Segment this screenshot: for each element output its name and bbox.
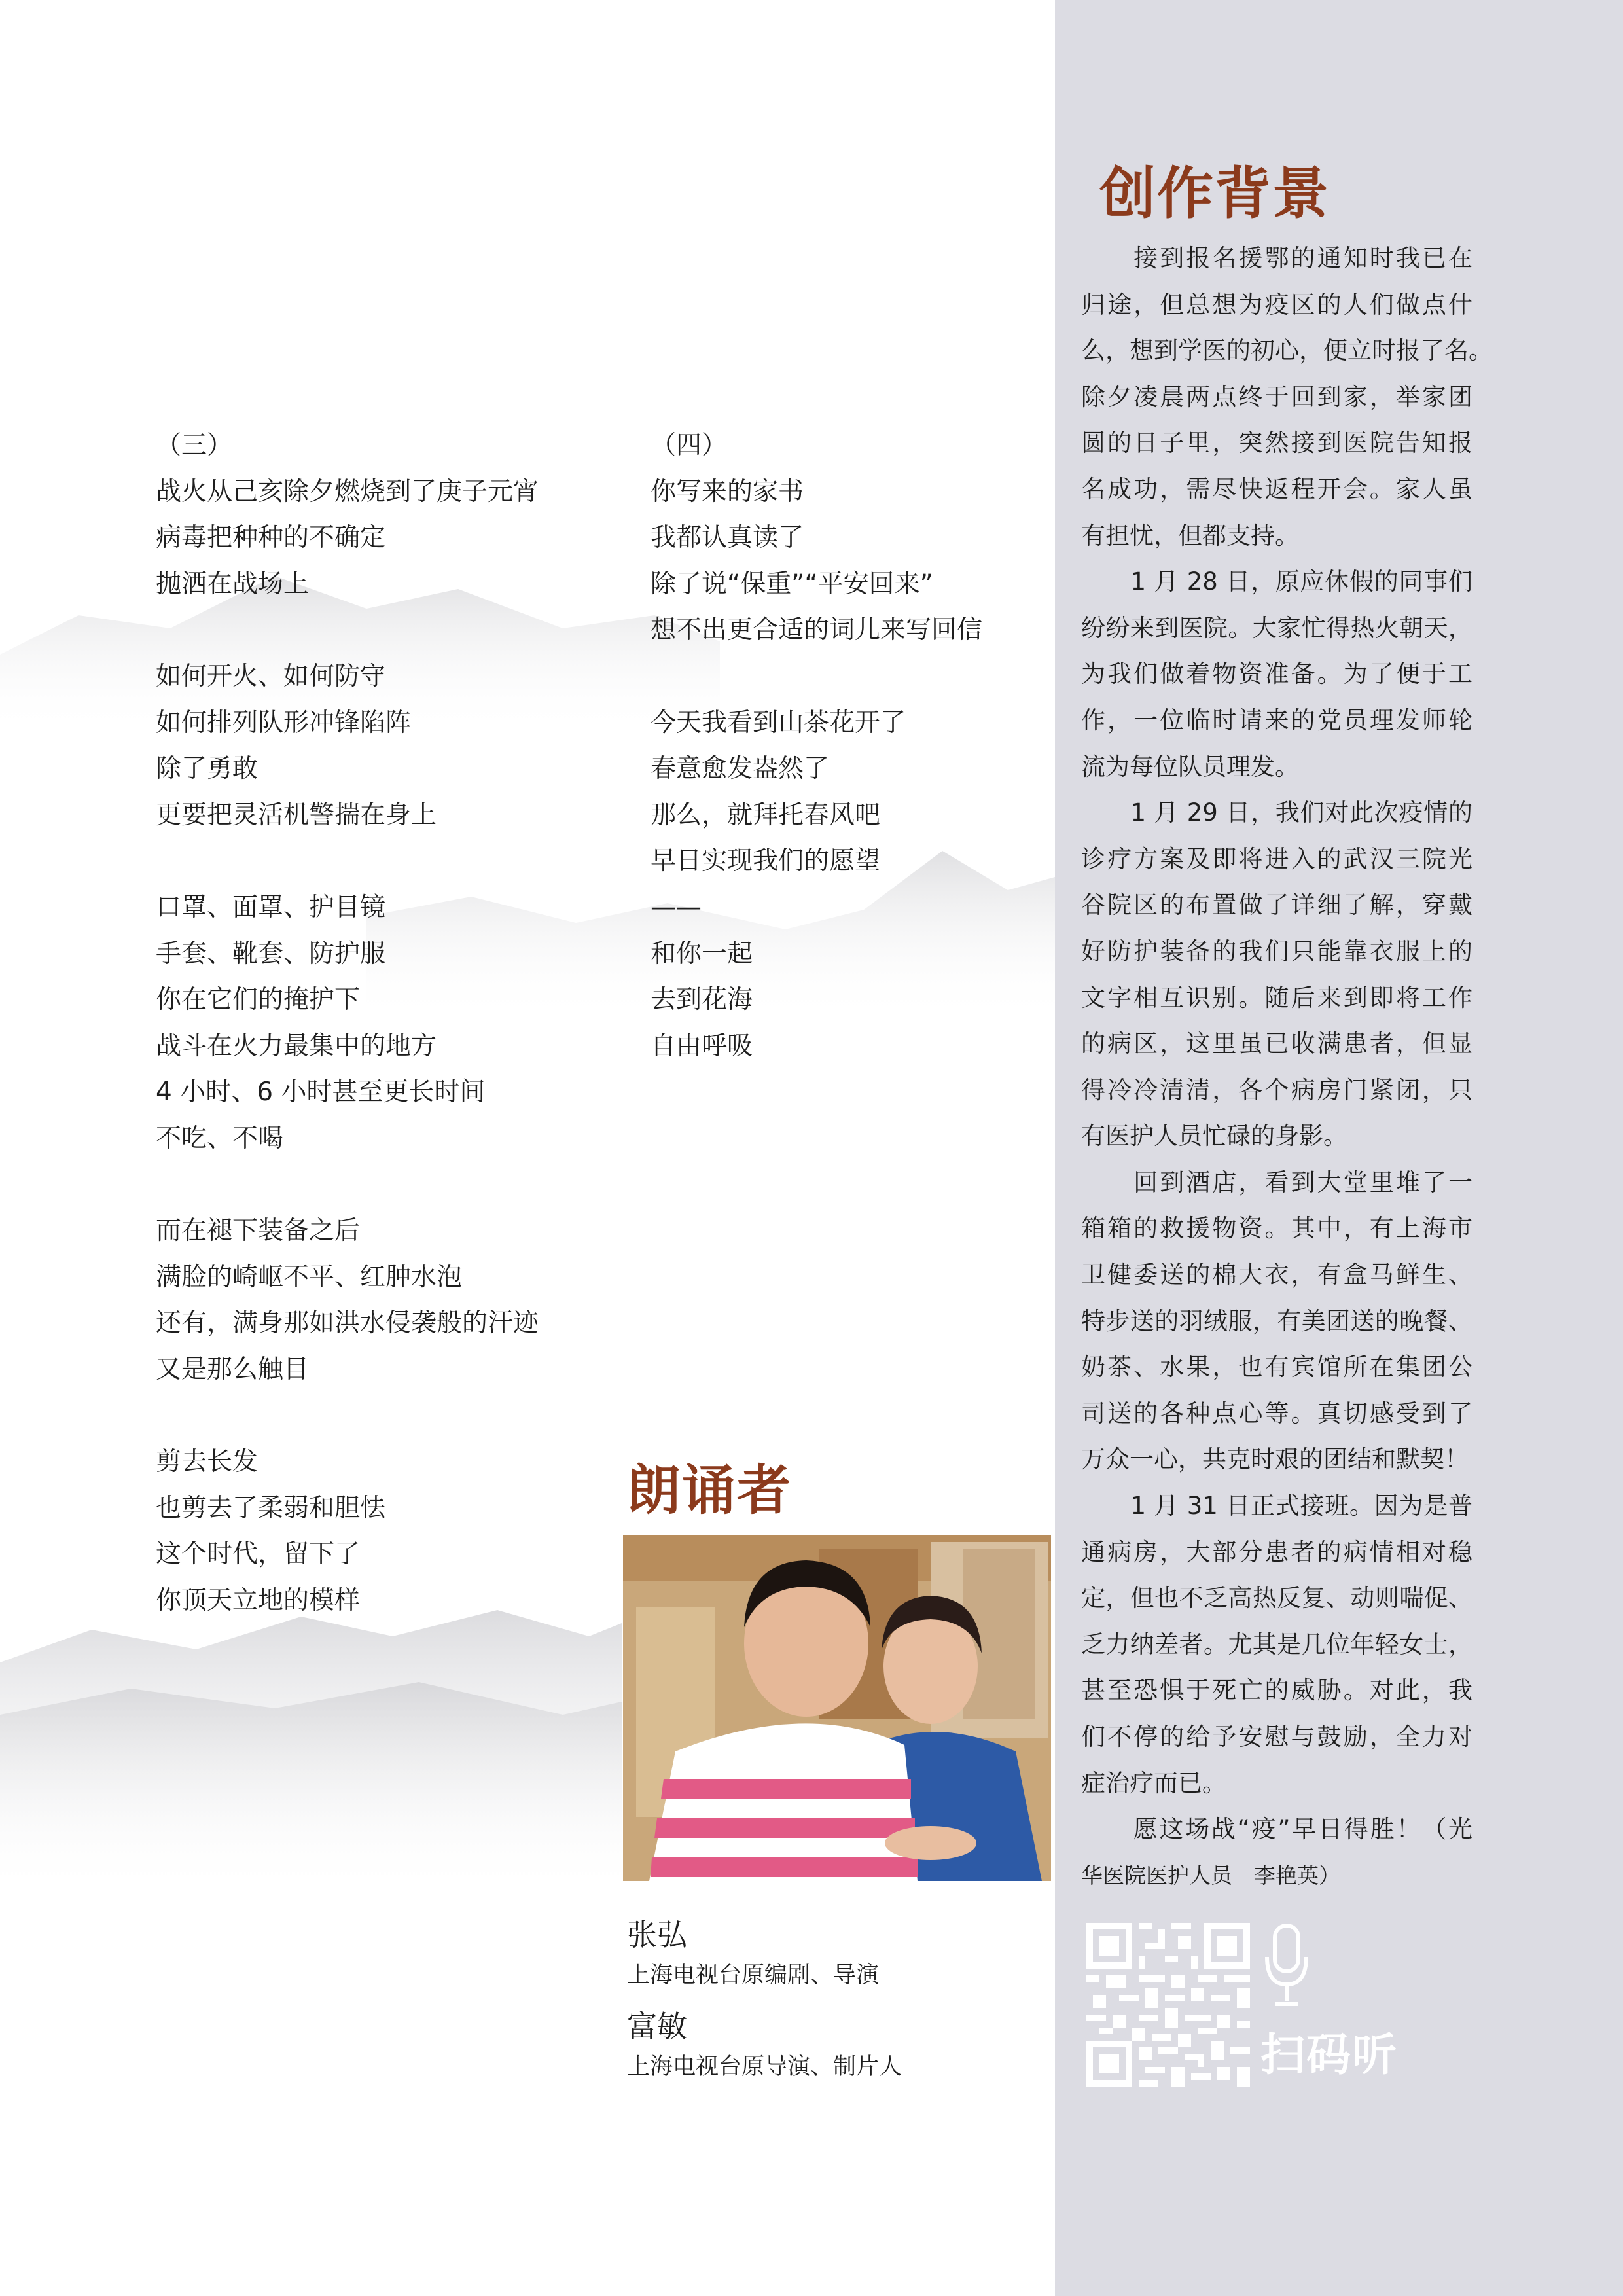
poem-line: 不吃、不喝 — [156, 1123, 284, 1153]
qr-code-icon[interactable] — [1086, 1923, 1250, 2087]
background-line: 万众一心，共克时艰的团结和默契！ — [1081, 1445, 1469, 1474]
poem-line: 我都认真读了 — [651, 523, 804, 553]
poem-line: 也剪去了柔弱和胆怯 — [156, 1493, 386, 1523]
background-line: 归途，但总想为疫区的人们做点什 — [1081, 290, 1472, 319]
poem-line: 病毒把种种的不确定 — [156, 523, 386, 553]
background-line: 症治疗而已。 — [1081, 1768, 1226, 1797]
poem-line: 4 小时、6 小时甚至更长时间 — [156, 1077, 486, 1107]
background-line: 除夕凌晨两点终于回到家，举家团 — [1081, 382, 1472, 411]
background-line: 为我们做着物资准备。为了便于工 — [1081, 660, 1472, 689]
reciter-role: 上海电视台原编剧、导演 — [627, 1962, 880, 1988]
poem-part-3 — [156, 423, 539, 1624]
background-line: 名成功，需尽快返程开会。家人虽 — [1081, 475, 1472, 503]
poem-line: 和你一起 — [651, 939, 753, 969]
background-line: 的病区，这里虽已收满患者，但显 — [1081, 1030, 1472, 1058]
background-line: 定，但也不乏高热反复、动则喘促、 — [1081, 1584, 1472, 1613]
background-line: 甚至恐惧于死亡的威胁。对此，我 — [1081, 1676, 1472, 1705]
background-line: 1 月 31 日正式接班。因为是普 — [1081, 1492, 1472, 1520]
poem-part-4 — [651, 423, 982, 1069]
reciters-photo — [623, 1535, 1051, 1881]
poem-heading: （三） — [156, 431, 233, 460]
background-line: 华医院医护人员 李艳英） — [1081, 1862, 1340, 1888]
poem-line: —— — [651, 892, 702, 922]
background-line: 接到报名援鄂的通知时我已在 — [1081, 244, 1472, 272]
reciters-heading: 朗诵者 — [627, 1460, 793, 1522]
poem-line: 你在它们的掩护下 — [156, 985, 361, 1015]
background-line: 1 月 28 日，原应休假的同事们 — [1081, 567, 1472, 596]
poem-line: 这个时代，留下了 — [156, 1539, 361, 1570]
background-text — [1081, 236, 1493, 1899]
poem-line: 满脸的崎岖不平、红肿水泡 — [156, 1262, 463, 1292]
poem-line: 战斗在火力最集中的地方 — [156, 1031, 437, 1061]
background-line: 司送的各种点心等。真切感受到了 — [1081, 1399, 1472, 1427]
background-line: 愿这场战“疫”早日得胜！（光 — [1081, 1815, 1472, 1844]
background-line: 作，一位临时请来的党员理发师轮 — [1081, 706, 1472, 734]
scan-to-listen-label[interactable]: 扫码听 — [1260, 2030, 1399, 2081]
background-line: 回到酒店，看到大堂里堆了一 — [1081, 1168, 1472, 1196]
poem-line: 更要把灵活机警揣在身上 — [156, 800, 437, 830]
background-line: 得冷冷清清，各个病房门紧闭，只 — [1081, 1075, 1472, 1104]
reciter-role: 上海电视台原导演、制片人 — [627, 2054, 902, 2080]
poem-line: 除了勇敢 — [156, 754, 259, 784]
poem-line: 去到花海 — [651, 985, 753, 1015]
poem-heading: （四） — [651, 431, 728, 460]
background-line: 们不停的给予安慰与鼓励，全力对 — [1081, 1723, 1472, 1751]
poem-line: 还有，满身那如洪水侵袭般的汗迹 — [156, 1308, 539, 1338]
background-line: 箱箱的救援物资。其中，有上海市 — [1081, 1214, 1472, 1243]
poem-line: 如何开火、如何防守 — [156, 661, 386, 691]
background-line: 诊疗方案及即将进入的武汉三院光 — [1081, 844, 1472, 873]
background-line: 文字相互识别。随后来到即将工作 — [1081, 983, 1472, 1012]
background-heading: 创作背景 — [1099, 161, 1330, 226]
background-line: 乏力纳差者。尤其是几位年轻女士， — [1081, 1630, 1472, 1659]
poem-line: 你写来的家书 — [651, 476, 804, 507]
background-line: 奶茶、水果，也有宾馆所在集团公 — [1081, 1353, 1472, 1382]
poem-line: 今天我看到山茶花开了 — [651, 708, 906, 738]
poem-line: 手套、靴套、防护服 — [156, 939, 386, 969]
poem-line: 战火从己亥除夕燃烧到了庚子元宵 — [156, 476, 539, 507]
poem-line: 如何排列队形冲锋陷阵 — [156, 708, 412, 738]
background-line: 特步送的羽绒服，有美团送的晚餐、 — [1081, 1306, 1472, 1335]
background-line: 有医护人员忙碌的身影。 — [1081, 1122, 1347, 1151]
background-line: 通病房，大部分患者的病情相对稳 — [1081, 1537, 1472, 1566]
poem-line: 自由呼吸 — [651, 1031, 753, 1061]
reciter-name: 富敏 — [627, 2009, 687, 2044]
background-line: 流为每位队员理发。 — [1081, 752, 1299, 781]
poem-line: 剪去长发 — [156, 1447, 259, 1477]
poem-line: 而在褪下装备之后 — [156, 1216, 361, 1246]
poem-line: 早日实现我们的愿望 — [651, 846, 881, 876]
background-line: 卫健委送的棉大衣，有盒马鲜生、 — [1081, 1261, 1472, 1289]
background-line: 么，想到学医的初心，便立时报了名。 — [1081, 336, 1493, 365]
poem-line: 春意愈发盎然了 — [651, 754, 830, 784]
background-line: 纷纷来到医院。大家忙得热火朝天， — [1081, 613, 1472, 642]
background-line: 圆的日子里，突然接到医院告知报 — [1081, 429, 1472, 457]
poem-line: 口罩、面罩、护目镜 — [156, 892, 386, 922]
reciter-name: 张弘 — [627, 1917, 687, 1952]
poem-line: 又是那么触目 — [156, 1354, 310, 1384]
background-line: 有担忧，但都支持。 — [1081, 521, 1299, 550]
poem-line: 你顶天立地的模样 — [156, 1585, 361, 1615]
background-line: 好防护装备的我们只能靠衣服上的 — [1081, 937, 1472, 965]
poem-line: 除了说“保重”“平安回来” — [651, 569, 933, 599]
background-line: 谷院区的布置做了详细了解，穿戴 — [1081, 891, 1472, 920]
poem-line: 抛洒在战场上 — [156, 569, 310, 599]
poem-line: 想不出更合适的词儿来写回信 — [651, 615, 983, 645]
microphone-icon — [1262, 1924, 1311, 2009]
background-line: 1 月 29 日，我们对此次疫情的 — [1081, 798, 1472, 827]
poem-line: 那么，就拜托春风吧 — [651, 800, 881, 830]
